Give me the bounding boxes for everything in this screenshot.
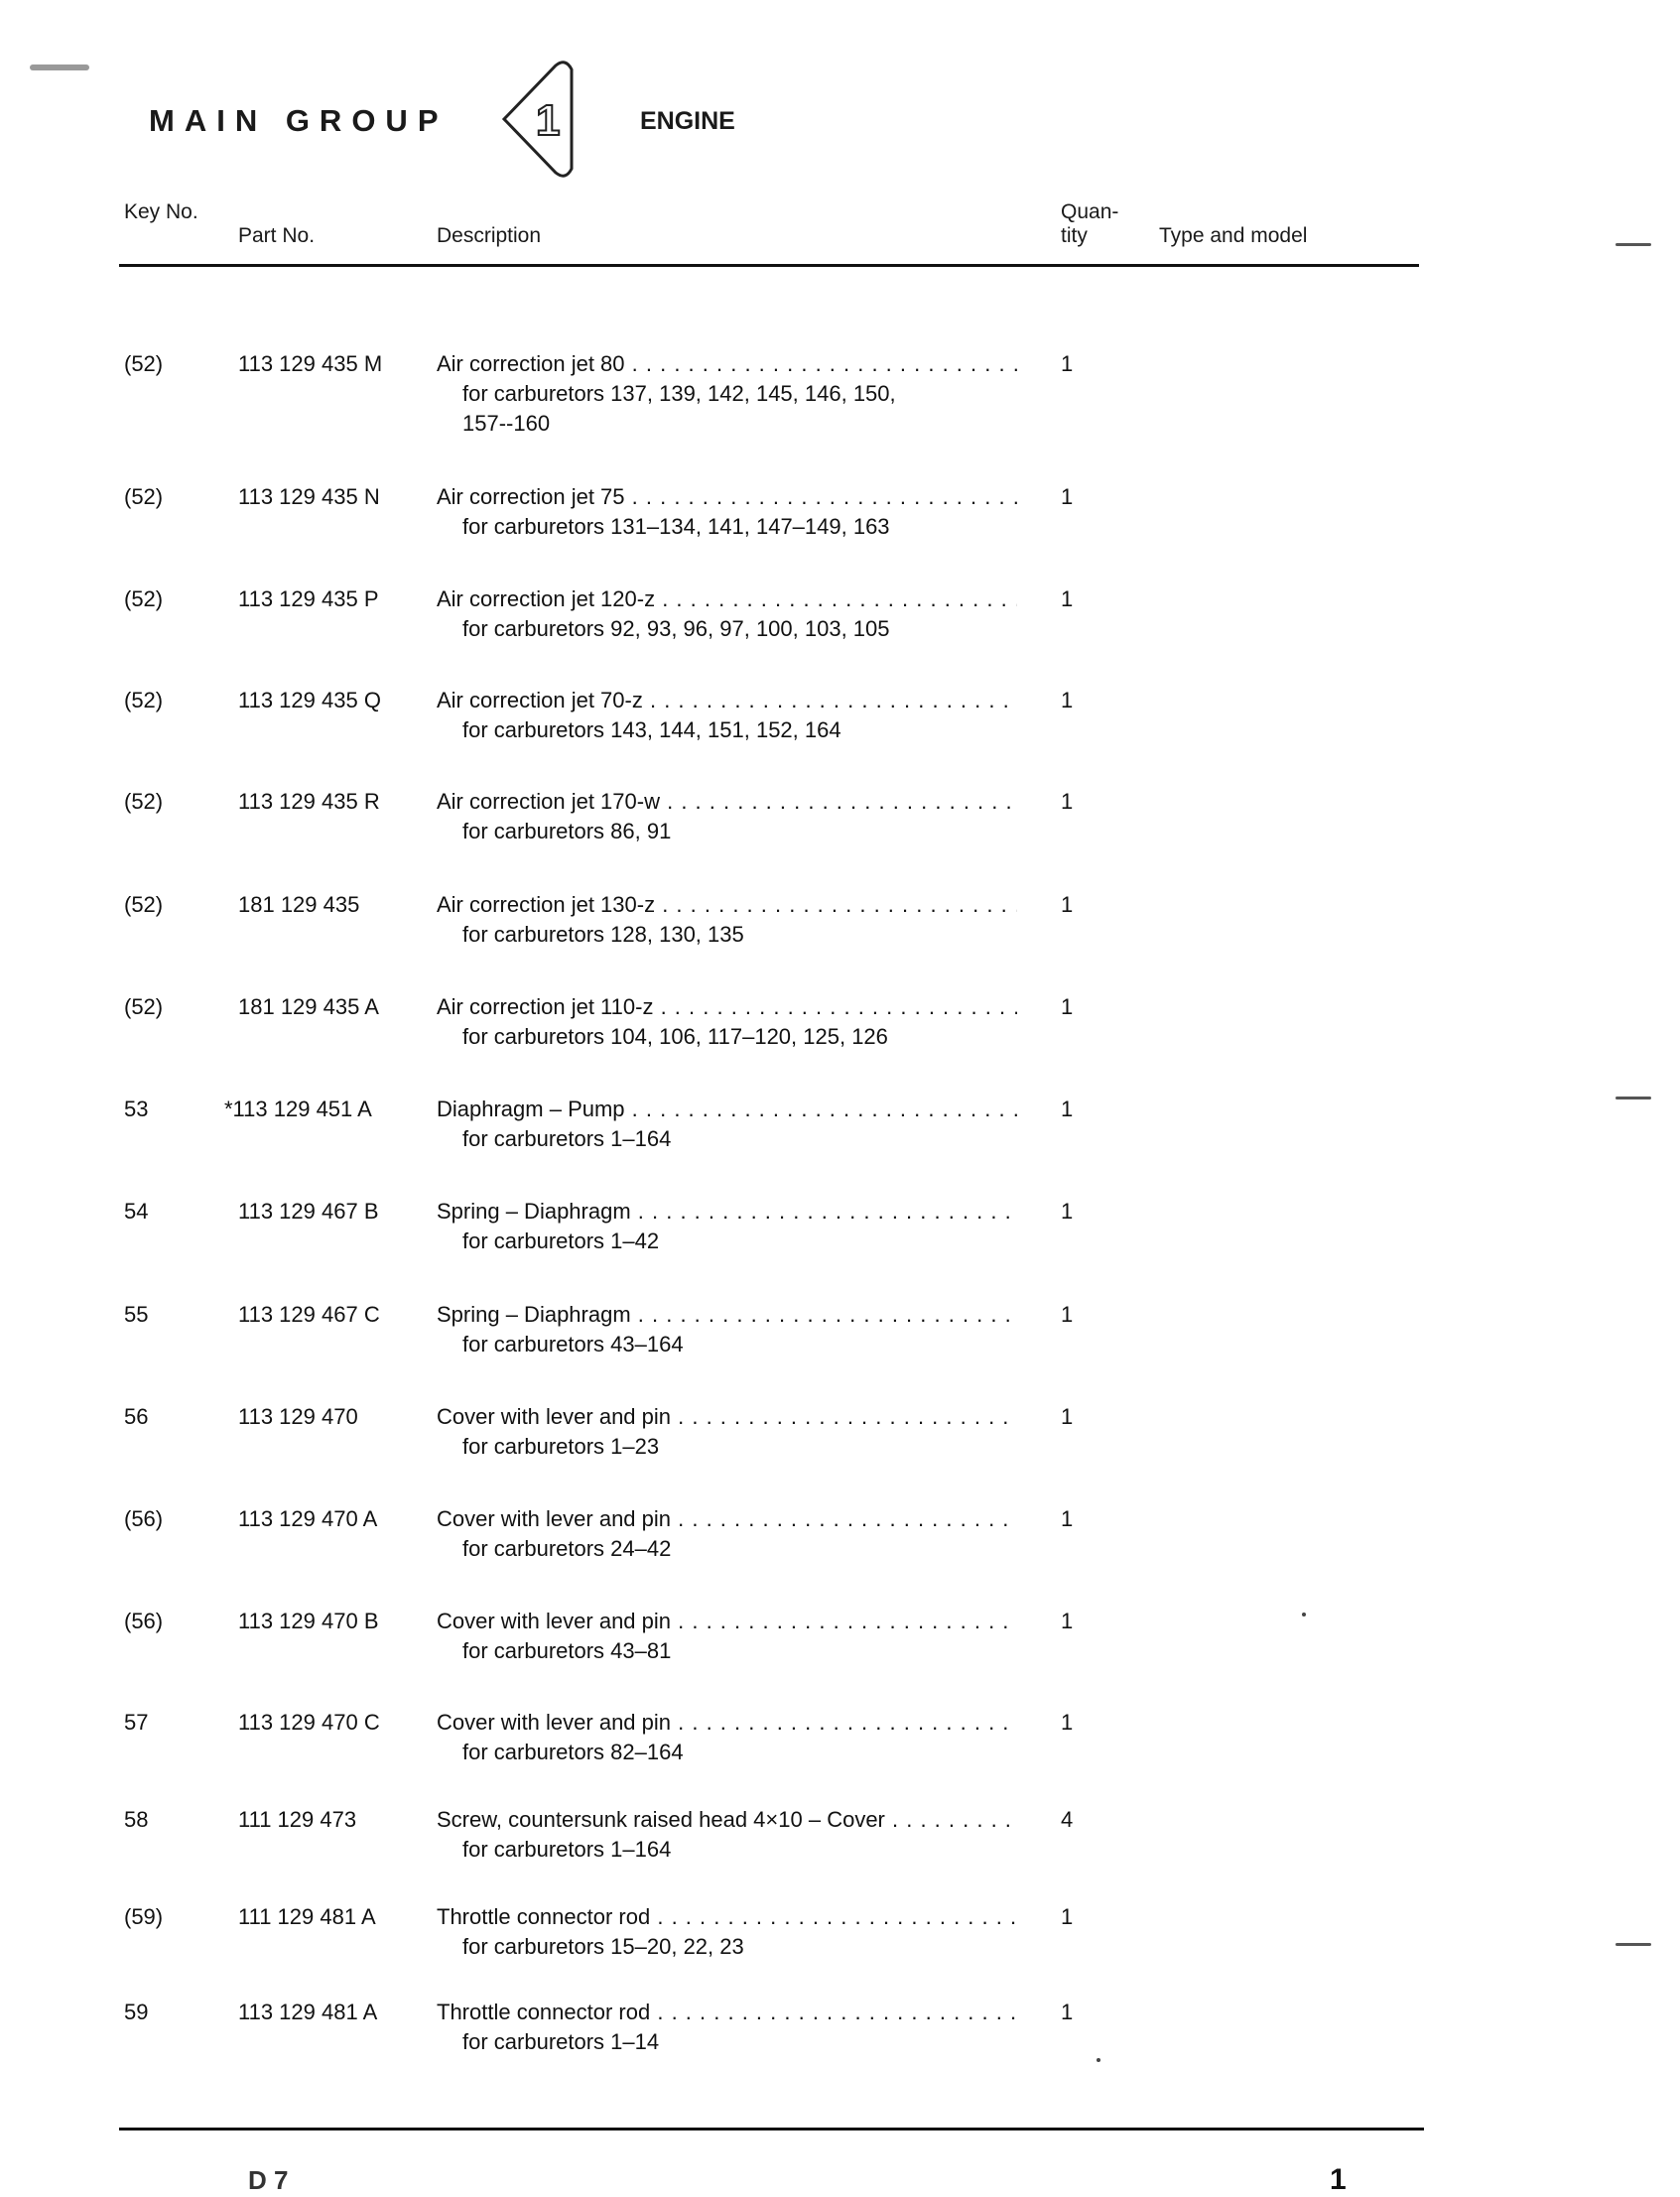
part-no: 181 129 435 A xyxy=(238,994,379,1019)
footer-page-number: 1 xyxy=(1330,2163,1347,2196)
table-row xyxy=(0,1805,1680,1865)
part-no: 113 129 470 C xyxy=(238,1710,380,1735)
quantity: 1 xyxy=(1061,351,1074,376)
description-title: Cover with lever and pin . . . xyxy=(437,1504,1017,1534)
quantity: 1 xyxy=(1061,1506,1074,1531)
description-title: Air correction jet 75 . . . xyxy=(437,482,1017,512)
description-title: Cover with lever and pin . . . xyxy=(437,1607,1017,1636)
key-no: 58 xyxy=(124,1807,149,1832)
table-row xyxy=(0,1300,1680,1359)
description-title: Throttle connector rod . . . xyxy=(437,1902,1017,1932)
description-title: Screw, countersunk raised head 4×10 – Cover . . . xyxy=(437,1805,1017,1835)
part-no: 113 129 470 B xyxy=(238,1609,379,1633)
quantity: 1 xyxy=(1061,789,1074,814)
description xyxy=(437,584,1017,644)
group-number: 1 xyxy=(536,96,561,145)
quantity: 1 xyxy=(1061,688,1074,712)
description-title: Throttle connector rod . . . xyxy=(437,1998,1017,2027)
description-detail: 157--160 xyxy=(462,411,551,436)
description xyxy=(437,1805,1017,1865)
description xyxy=(437,890,1017,950)
description xyxy=(437,1095,1017,1154)
table-row xyxy=(0,1902,1680,1962)
description-title: Air correction jet 110-z . . . xyxy=(437,992,1017,1022)
table-row xyxy=(0,992,1680,1052)
description-detail: for carburetors 82–164 xyxy=(462,1740,684,1764)
description xyxy=(437,482,1017,542)
description-detail: for carburetors 1–42 xyxy=(462,1228,660,1253)
quantity: 1 xyxy=(1061,2000,1074,2024)
main-group-title: MAIN GROUP xyxy=(149,103,449,138)
description xyxy=(437,1607,1017,1666)
description xyxy=(437,1504,1017,1564)
key-no: (52) xyxy=(124,688,164,712)
part-no: 111 129 473 xyxy=(238,1807,357,1832)
table-row xyxy=(0,1998,1680,2057)
key-no: (52) xyxy=(124,789,164,814)
table-row xyxy=(0,584,1680,644)
table-row xyxy=(0,1504,1680,1564)
description xyxy=(437,1902,1017,1962)
description-title: Spring – Diaphragm . . . xyxy=(437,1197,1017,1227)
scan-speck xyxy=(1302,1613,1306,1616)
description-detail: for carburetors 1–23 xyxy=(462,1434,660,1459)
group-number-badge-icon xyxy=(496,58,585,181)
part-no: *113 129 451 A xyxy=(224,1097,372,1121)
part-no: 181 129 435 xyxy=(238,892,360,917)
part-no: 113 129 435 M xyxy=(238,351,383,376)
description-detail: for carburetors 43–164 xyxy=(462,1332,684,1357)
part-no: 113 129 435 N xyxy=(238,484,380,509)
quantity: 1 xyxy=(1061,484,1074,509)
description-detail: for carburetors 1–164 xyxy=(462,1837,672,1862)
part-no: 113 129 435 Q xyxy=(238,688,381,712)
quantity: 4 xyxy=(1061,1807,1074,1832)
description-title: Air correction jet 170-w . . . xyxy=(437,787,1017,817)
quantity: 1 xyxy=(1061,1302,1074,1327)
description-detail: for carburetors 128, 130, 135 xyxy=(462,922,744,947)
key-no: (59) xyxy=(124,1904,164,1929)
scan-speck xyxy=(1615,1943,1651,1946)
quantity: 1 xyxy=(1061,994,1074,1019)
description-detail: for carburetors 1–14 xyxy=(462,2029,660,2054)
scan-speck xyxy=(30,65,89,70)
description-detail: for carburetors 43–81 xyxy=(462,1638,672,1663)
column-header-description: Description xyxy=(437,224,542,247)
table-row xyxy=(0,890,1680,950)
quantity: 1 xyxy=(1061,1404,1074,1429)
table-row xyxy=(0,349,1680,436)
key-no: 57 xyxy=(124,1710,149,1735)
description xyxy=(437,787,1017,846)
part-no: 111 129 481 A xyxy=(238,1904,376,1929)
part-no: 113 129 435 R xyxy=(238,789,380,814)
description xyxy=(437,349,1017,439)
table-row xyxy=(0,1095,1680,1154)
part-no: 113 129 467 C xyxy=(238,1302,380,1327)
description-detail: for carburetors 143, 144, 151, 152, 164 xyxy=(462,717,841,742)
key-no: (52) xyxy=(124,994,164,1019)
description-detail: for carburetors 15–20, 22, 23 xyxy=(462,1934,744,1959)
description-detail: for carburetors 24–42 xyxy=(462,1536,672,1561)
table-row xyxy=(0,482,1680,542)
description xyxy=(437,1708,1017,1767)
table-row xyxy=(0,1197,1680,1256)
table-row xyxy=(0,1607,1680,1666)
description xyxy=(437,686,1017,745)
table-row xyxy=(0,1402,1680,1462)
description-title: Spring – Diaphragm . . . xyxy=(437,1300,1017,1330)
description xyxy=(437,1998,1017,2057)
description-detail: for carburetors 131–134, 141, 147–149, 163 xyxy=(462,514,890,539)
column-header-quantity: Quan- tity xyxy=(1061,200,1119,247)
key-no: (52) xyxy=(124,484,164,509)
column-header-type-model: Type and model xyxy=(1159,224,1308,247)
description-detail: for carburetors 92, 93, 96, 97, 100, 103, 105 xyxy=(462,616,890,641)
column-header-part-no: Part No. xyxy=(238,224,316,247)
description-title: Air correction jet 120-z . . . xyxy=(437,584,1017,614)
description xyxy=(437,1300,1017,1359)
section-title: ENGINE xyxy=(640,107,735,135)
part-no: 113 129 470 xyxy=(238,1404,358,1429)
description xyxy=(437,1197,1017,1256)
description-title: Air correction jet 70-z . . . xyxy=(437,686,1017,715)
description-detail: for carburetors 104, 106, 117–120, 125, 126 xyxy=(462,1024,888,1049)
key-no: 59 xyxy=(124,2000,149,2024)
table-row xyxy=(0,686,1680,745)
column-header-key-no: Key No. xyxy=(124,200,198,223)
part-no: 113 129 470 A xyxy=(238,1506,378,1531)
description xyxy=(437,992,1017,1052)
quantity: 1 xyxy=(1061,1904,1074,1929)
scan-speck xyxy=(1097,2058,1100,2062)
key-no: (52) xyxy=(124,586,164,611)
description-title: Air correction jet 130-z . . . xyxy=(437,890,1017,920)
quantity: 1 xyxy=(1061,892,1074,917)
quantity: 1 xyxy=(1061,1097,1074,1121)
quantity: 1 xyxy=(1061,586,1074,611)
scan-speck xyxy=(1615,243,1651,246)
scan-speck xyxy=(1615,1097,1651,1099)
footer-rule xyxy=(119,2128,1424,2131)
description-title: Air correction jet 80 . . . xyxy=(437,349,1017,379)
quantity: 1 xyxy=(1061,1710,1074,1735)
description-detail: for carburetors 86, 91 xyxy=(462,819,672,843)
key-no: (52) xyxy=(124,351,164,376)
description-title: Cover with lever and pin . . . xyxy=(437,1708,1017,1738)
key-no: (56) xyxy=(124,1609,164,1633)
table-row xyxy=(0,1708,1680,1767)
part-no: 113 129 435 P xyxy=(238,586,379,611)
description-detail: for carburetors 1–164 xyxy=(462,1126,672,1151)
part-no: 113 129 481 A xyxy=(238,2000,378,2024)
key-no: 54 xyxy=(124,1199,149,1224)
key-no: (56) xyxy=(124,1506,164,1531)
part-no: 113 129 467 B xyxy=(238,1199,379,1224)
description-title: Cover with lever and pin . . . xyxy=(437,1402,1017,1432)
table-row xyxy=(0,787,1680,846)
description-title: Diaphragm – Pump . . . xyxy=(437,1095,1017,1124)
header-rule xyxy=(119,264,1419,267)
key-no: 53 xyxy=(124,1097,149,1121)
key-no: 55 xyxy=(124,1302,149,1327)
quantity: 1 xyxy=(1061,1609,1074,1633)
key-no: 56 xyxy=(124,1404,149,1429)
description xyxy=(437,1402,1017,1462)
description-detail: for carburetors 137, 139, 142, 145, 146, 150, xyxy=(462,381,896,406)
quantity: 1 xyxy=(1061,1199,1074,1224)
key-no: (52) xyxy=(124,892,164,917)
footer-code: D 7 xyxy=(248,2165,289,2195)
